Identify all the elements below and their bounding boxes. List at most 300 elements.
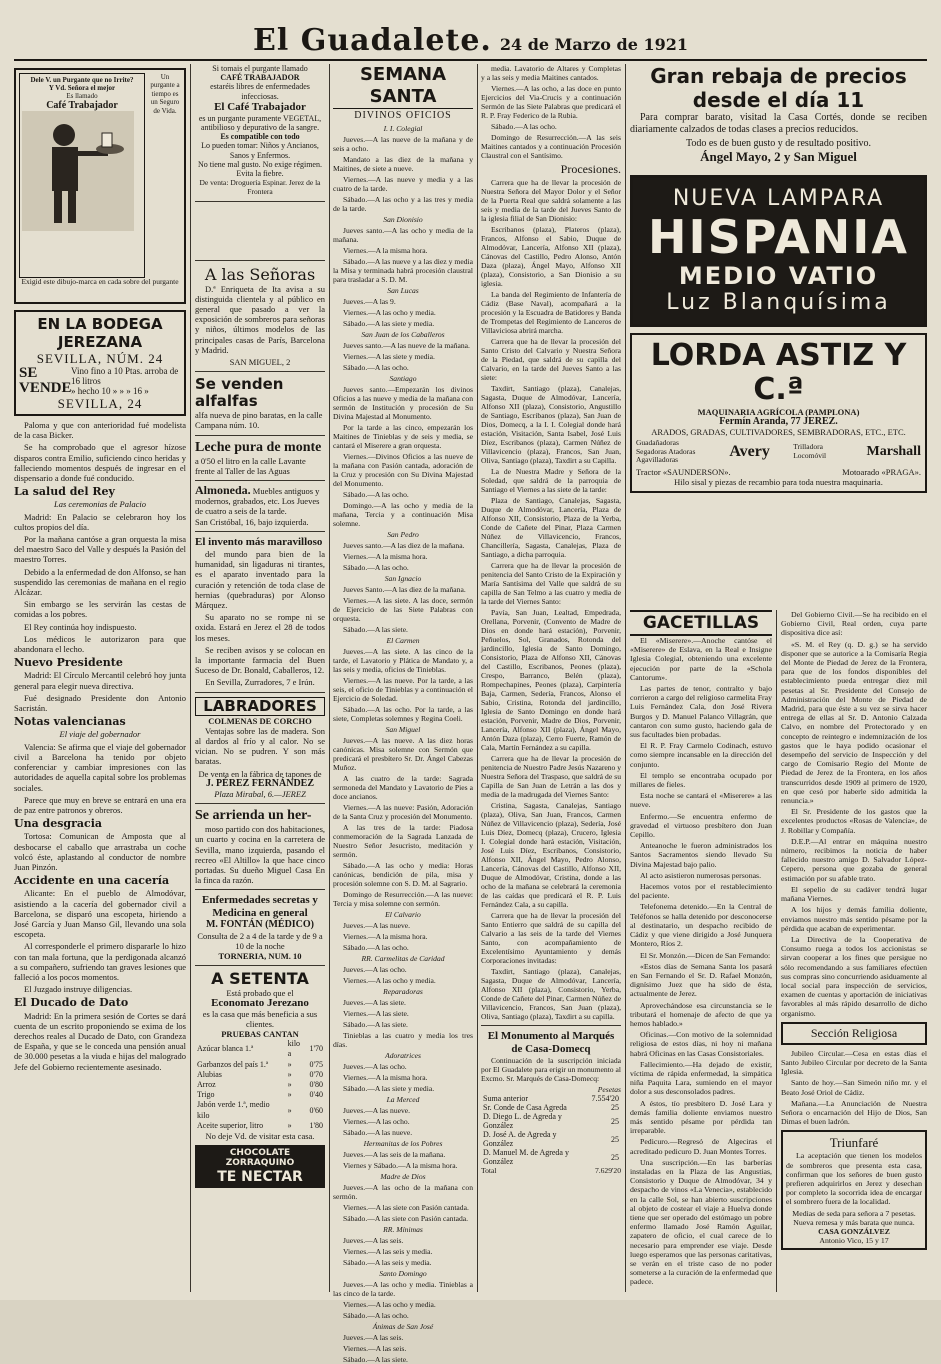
schedule-line: Viernes.—A la misma hora. xyxy=(343,552,428,561)
gacetilla-paragraph: El templo se encontraba ocupado por millares de fieles. xyxy=(630,770,772,790)
purgante-head1: Dele V. un Purgante que no Irrite? xyxy=(30,76,134,84)
schedule-line: Jueves santo.—A las ocho y media de la mañana. xyxy=(333,226,473,244)
table-cell: 7.554'20 xyxy=(591,1094,619,1103)
news-paragraph: Tortosa: Comunican de Amposta que al desbocarse el caballo que arrastraba un coche volcó éste, aplastando al conductor de nombre Juan Pinzón. xyxy=(14,831,186,872)
table-cell: » xyxy=(287,1080,292,1090)
religiosa-l2: Santo de hoy.—San Simeón niño mr. y el Beato José Oriol de Cádiz. xyxy=(781,1078,927,1097)
lorda-foot: Hilo sisal y piezas de recambio para toda nuestra maquinaria. xyxy=(674,476,883,487)
schedule-line: Jueves.—A las nueve. A las diez horas canónicas. Misa solemne con Sermón que predicará el presbítero Sr. Dr. Ángel Cabezas Muñoz. xyxy=(333,736,473,772)
schedule-line: Jueves.—A las nueve. xyxy=(343,921,411,930)
alfalfa-body: alfa nueva de pino baratas, en la calle Campana núm. 10. xyxy=(195,410,323,431)
table-cell: Jabón verde 1.ª, medio kilo xyxy=(197,1100,270,1120)
news-paragraph: Las ceremonias de Palacio xyxy=(54,499,146,510)
lorda-addr: Fermín Aranda, 77 JEREZ. xyxy=(719,416,838,427)
schedule-line: Jueves.—A las ocho de la mañana con sermón. xyxy=(333,1183,473,1201)
gacetilla-paragraph: Anteanoche le fueron administrados los Santos Sacramentos siendo llevado Su Divina Majestad bajo palio. xyxy=(630,841,772,869)
senoras-body: D.ª Enriqueta de Ita avisa a su distinguida clientela y al público en general que pasado a ver la exposición de sombreros para señoras y niños, últimos modelos de las principales casas de París, Barcelona y Madrid. xyxy=(195,283,325,355)
arrienda-body: moso partido con dos habitaciones, un cuarto y cocina en la carretera de Sevilla, mano izquierda, pasando el recreo «El Altillo» la que hace cinco portadas. Su dueño Miguel Casa En la finca da razón. xyxy=(195,824,325,886)
col6-news xyxy=(781,610,927,1018)
table-cell: 25 xyxy=(611,1134,619,1144)
news-paragraph: La Directiva de la Cooperativa de Consumo ruega a todos los accionistas se sirvan cooperar a los fines que persigue no sólo recomendando a sus familiares efectúen sus compras sino concurriendo asiduamente al local social para inspección de servicios, examen de cuentas y aportación de iniciativas favorables al más rápido desarrollo de dicho organismo. xyxy=(781,934,927,1018)
schedule-line: Tinieblas a las cuatro y media los tres días. xyxy=(333,1031,473,1049)
table-cell: Arroz xyxy=(197,1080,216,1090)
lorda-l1: ARADOS, GRADAS, CULTIVADORES, SEMBRADORAS, ETC., ETC. xyxy=(651,427,906,437)
table-cell: Alubias xyxy=(197,1069,222,1079)
schedule-line: Viernes.—A las ocho y media. xyxy=(343,308,436,317)
column-6 xyxy=(781,610,927,1292)
divinos-oficios-title: DIVINOS OFICIOS xyxy=(354,110,452,121)
gacetilla-paragraph: «Estos días de Semana Santa los pasará en San Fernando el Sr. D. Rafael Monzón, dignísimo Juez que ha sido de ésta, actualmente de Jerez. xyxy=(630,961,772,999)
news-headline: Notas valencianas xyxy=(14,715,126,729)
procesion-paragraph: Escribanos (plaza), Plateros (plaza), Francos, Alfonso el Sabio, Duque de Almodóvar, Lancería, Alfonso XII (plaza), Cánovas del Castillo, Pedro Alonso, Antón Daza (plaza), Ángel Mayo, Alfonso XII (plaza), Consistorio, a San Dionisio a su iglesia. xyxy=(481,225,621,288)
procesion-paragraph: Taxdirt, Santiago (plaza), Canalejas, Sagasta, Duque de Almodóvar, Lancería, Alfonso XII (plaza), Consistorio, Angustillo de Santiago, Escribanos (plaza), San Juan de Dios, Domecq, a la I. I. Colegial donde hará estación, Visitación, Santa Isabel, José Luis Díez, Escribanos (plaza), Carmen Núñez de Villavicencio (plaza), Francos, San Juan, Oliva, Santiago (plaza), Taxdirt a su Capilla. xyxy=(481,384,621,465)
schedule-line: Sábado.—A las siete y media. xyxy=(343,319,435,328)
church-name: San Miguel xyxy=(385,725,421,734)
schedule-line: Jueves santo.—Empezarán los divinos Oficios a las nueve y media de la mañana con sermón de Institución y procesión de Su Divina Majestad al Monumento. xyxy=(333,385,473,421)
purgante-head2: Y Vd. Señora el mejor xyxy=(48,84,116,92)
news-paragraph: A los hijos y demás familia doliente, enviamos nuestro más sentido pésame por la pérdida que acaban de experimentar. xyxy=(781,905,927,933)
schedule-line: Jueves.—A las seis. xyxy=(343,1333,404,1342)
triunfare-ad xyxy=(781,1130,927,1250)
purgante-image xyxy=(19,73,145,278)
schedule-line: Jueves.—A las nueve. xyxy=(343,1106,411,1115)
column-rule xyxy=(190,64,191,1292)
news-paragraph: Al corresponderle el primero dispararle lo hizo con tan mala fortuna, que la perdigonada alcanzó a su compañero, sufriendo tan graves lesiones que falleció a los pocos momentos. xyxy=(14,941,186,982)
gacetilla-paragraph: A éstos, tío presbítero D. José Lara y demás familia doliente enviamos nuestro más sentido pésame por pérdida tan irreparable. xyxy=(630,1098,772,1136)
purgante-t8: Lo pueden tomar: Niños y Ancianos, Sanos y Enfermos. xyxy=(201,141,319,160)
hispania-l4: Luz Blanquísima xyxy=(666,290,891,315)
procesion-paragraph: Taxdirt, Santiago (plaza), Canalejas, Sagasta, Duque de Almodóvar, Lancería, Alfonso XII (plaza), Consistorio, Yerba, Conde de Cañete del Pinar, Carmen Núñez de Villavicencio, Francos, San Juan (plaza), Oliva, Santiago (plaza), Taxdirt a su capilla. xyxy=(481,967,621,1021)
gacetilla-paragraph: Pedicuro.—Regresó de Algeciras el acreditado pedicuro D. Juan Montes Torres. xyxy=(630,1137,772,1156)
gacetillas-title: GACETILLAS xyxy=(630,610,772,636)
lorda-avery: Avery xyxy=(729,442,770,460)
lorda-left: Guadañadoras Segadoras Atadoras Agavilladoras xyxy=(636,438,696,464)
gacetilla-paragraph: Fallecimiento.—Ha dejado de existir, víctima de rápida enfermedad, la simpática niña Paquita Lara, sumiendo en el mayor dolor a sus desconsolados padres. xyxy=(630,1059,772,1097)
procesion-paragraph: Carrera que ha de llevar la procesión de Nuestra Señora del Mayor Dolor y el Señor de la Puerta Real que saldrá solamente a las seis y media de la tarde del Jueves Santo de la iglesia filial de San Dionisio: xyxy=(481,178,621,223)
gacetilla-paragraph: Aprovechándose esa circunstancia se le tributará el homenaje de afecto de que ya hemos hablado.» xyxy=(630,1000,772,1028)
triunfare-addr: Antonio Vico, 15 y 17 xyxy=(819,1236,889,1246)
triunfare-b3: Nueva remesa y más barata que nunca. xyxy=(793,1217,915,1227)
procesiones-title: Procesiones. xyxy=(560,162,621,176)
schedule-line: Viernes y Sábado.—A la misma hora. xyxy=(343,1161,458,1170)
gacetilla-paragraph: Oficinas.—Con motivo de la solemnidad religiosa de estos días, ni hoy ni mañana habrá Oficinas en las Casas Consistoriales. xyxy=(630,1030,772,1058)
news-headline: El Ducado de Dato xyxy=(14,996,129,1010)
table-cell: 25 xyxy=(611,1116,619,1126)
monumento-section xyxy=(481,1030,621,1175)
invento-b2: Su aparato no se rompe ni se oxida. Estará en Jerez el 28 de todos los meses. xyxy=(195,612,325,643)
news-headline: La salud del Rey xyxy=(14,485,115,499)
column-rule xyxy=(477,64,478,1292)
religiosa-l1: Jubileo Circular.—Cesa en estas días el Santo Jubileo Circular por decreto de la Santa Iglesia. xyxy=(781,1048,927,1077)
schedule-line: Jueves santo.—A las diez de la mañana. xyxy=(343,541,465,550)
rebaja-b2: Todo es de buen gusto y de resultado positivo. xyxy=(685,138,872,149)
hispania-l2: HISPANIA xyxy=(647,210,910,264)
column-2 xyxy=(195,64,325,1292)
oficios-list xyxy=(333,124,473,1364)
lorda-moto: Motoarado «PRAGA». xyxy=(842,466,921,477)
gacetilla-paragraph: Al acto asistieron numerosas personas. xyxy=(640,870,762,880)
monumento-title: El Monumento al Marqués de Casa-Domecq xyxy=(487,1030,615,1055)
table-cell: 1'70 xyxy=(309,1044,323,1054)
monumento-currency: Pesetas xyxy=(597,1085,621,1094)
invento-ad xyxy=(195,536,325,688)
alfalfa-ad xyxy=(195,376,325,430)
table-cell: 0'60 xyxy=(309,1105,323,1115)
senoras-title: A las Señoras xyxy=(204,264,316,284)
table-cell: Aceite superior, litro xyxy=(197,1120,264,1130)
table-cell: D. José A. de Agreda y González xyxy=(483,1130,557,1148)
news-paragraph: Sin embargo se les servirán las cestas de comidas a los pobres. xyxy=(14,599,186,620)
schedule-line: media. Lavatorio de Altares y Completas y a las seis y media Maitines cantados. xyxy=(481,64,621,82)
invento-b3: Se reciben avisos y se colocan en la importante farmacia del Buen Suceso de Dr. Bonald, Caballeros, 12. xyxy=(195,644,325,676)
bodega-title: EN LA BODEGA JEREZANA xyxy=(37,315,163,351)
chocolate-line2: TE NECTAR xyxy=(217,1168,303,1185)
table-row xyxy=(195,1070,325,1080)
schedule-line: Viernes.—A la misma hora. xyxy=(343,246,428,255)
news-headline: Accidente en una cacería xyxy=(14,874,170,888)
purgante-t10: De venta: Droguería Espinar. Jerez de la Frontera xyxy=(199,178,321,197)
church-name: Santiago xyxy=(389,374,417,383)
procesion-paragraph: La banda del Regimiento de Infantería de Cádiz (Base Naval), acompañará a la procesión y la Escuadra de Batidores y Banda de Trompetas del Regimiento de Lanceros de Villaviciosa abrirá marcha. xyxy=(481,290,621,335)
procesion-paragraph: Plaza de Santiago, Canalejas, Sagasta, Duque de Almodóvar, Lancería, Plaza de Alfonso XII, Consistorio, Plaza de la Yerba, Conde de Cañete del Pinar, Plaza Carmen Núñez de Villavicencio, Francos, Chancillería, Sagasta, Canalejas, Plaza de Santiago, a dicha parroquia. xyxy=(481,496,621,559)
table-row xyxy=(481,1130,621,1148)
rebaja-title: Gran rebaja de precios desde el día 11 xyxy=(650,64,907,112)
religiosa-section xyxy=(781,1022,927,1045)
news-paragraph: El Juzgado instruye diligencias. xyxy=(24,984,133,995)
table-row xyxy=(481,1112,621,1130)
church-name: RR. Carmelitas de Caridad xyxy=(361,954,445,963)
table-row xyxy=(195,1060,325,1070)
masthead-rule xyxy=(14,59,927,61)
triunfare-body: La aceptación que tienen los modelos de sombreros que presenta esta casa, confirman que los señores de buen gusto prefieren adquirirlos en Jerez y desechan por completo la socorrida idea de encargar el sombrero fuera de la localidad. xyxy=(786,1151,922,1207)
religiosa-title: Sección Religiosa xyxy=(810,1025,898,1040)
schedule-line: Sábado.—A las ocho. Por la tarde, a las siete, Completas solemnes y Regina Coeli. xyxy=(333,705,473,723)
schedule-line: Sábado.—A las nueve y a las diez y media la Misa y terminada habrá procesión claustral para trasladar a S. D. M. xyxy=(333,257,473,284)
column-rule xyxy=(776,610,777,1292)
table-cell: 0'70 xyxy=(309,1069,323,1079)
table-cell: 0'40 xyxy=(309,1090,323,1100)
labradores-addr: Plaza Mirabal, 6.—JEREZ xyxy=(214,788,306,799)
schedule-line: Jueves.—A las siete. A las cinco de la tarde, el Lavatorio y Plática de Mandato y, a las seis y media, oficios de Tinieblas. xyxy=(333,647,473,674)
purgante-t1: Un purgante a tiempo es un Seguro de Vida. xyxy=(150,73,180,115)
senoras-ad xyxy=(195,265,325,368)
schedule-line: Viernes.—A las seis. xyxy=(343,1344,407,1353)
church-name: Santo Domingo xyxy=(379,1269,427,1278)
church-name: Madre de Dios xyxy=(380,1172,426,1181)
table-cell: Suma anterior xyxy=(483,1094,529,1103)
schedule-line: Viernes.—A las nueve y media y a las cuatro de la tarde. xyxy=(333,175,473,193)
lorda-right: Trilladora Locomóvil xyxy=(793,442,827,460)
church-name: San Ignacio xyxy=(384,574,422,583)
schedule-line: Viernes.—A las siete con Pasión cantada. xyxy=(343,1203,469,1212)
procesion-paragraph: Carrera que ha de llevar la procesión del Santo Entierro que saldrá de su capilla del Calvario a las seis de la tarde del Viernes Santo, con acompañamiento de Excelentísimo Ayuntamiento y demás Corporaciones invitadas: xyxy=(481,911,621,965)
table-cell: » xyxy=(287,1120,292,1130)
setenta-title: A SETENTA xyxy=(211,969,309,989)
schedule-line: Viernes.—A las siete. A las doce, sermón de Ejercicio de las Siete Palabras con orquesta. xyxy=(333,596,473,623)
table-cell: » xyxy=(287,1090,292,1100)
purgante-caption: Exigid este dibujo-marca en cada sobre del purgante xyxy=(21,277,179,286)
schedule-line: Sábado.—A las ocho. xyxy=(343,363,409,372)
gacetilla-paragraph: Telefonema detenido.—En la Central de Teléfonos se halla detenido por desconocerse al destinatario, un despacho recibido de Cádiz y que viene dirigido a José Junquera Montero, Ríos 2. xyxy=(630,902,772,949)
schedule-line: Jueves Santo.—A las diez de la mañana. xyxy=(343,585,466,594)
schedule-line: Sábado.—A las ocho. xyxy=(343,563,409,572)
news-paragraph: Por la mañana cantóse a gran orquesta la misa del maestro Saco del Valle y después la Pasión del maestro Torres. xyxy=(14,534,186,565)
church-name: Adoratrices xyxy=(385,1051,421,1060)
news-paragraph: «S. M. el Rey (q. D. g.) se ha servido disponer que se autorice a la Comisaría Regia del Monte de Piedad de Jerez de la Frontera, para que de los fondos disponibles del establecimiento pueda entregar diez mil pesetas al Sr. Presidente del Consejo de Administración del Monte de Piedad de Madrid, para que éste a su vez se sirva hacer entrega de ellas al Sr. D. Antonio Calzada Calvo, en nombre del Protectorado y en concepto de reintegro e indemnización de los gastos que le haya podido ocasionar el desempeño del servicio de Inspección y del cargo de Comisario Regio del Monte de Piedad de Jerez de la Frontera, en los años transcurridos desde 1909 al primero de 1920, en que cesó por haberle sido admitida la renuncia.» xyxy=(781,639,927,806)
leche-body: a 0'50 el litro en la calle Lavante frente al Taller de las Aguas xyxy=(195,455,306,476)
news-paragraph: Los médicos le autorizaron para que abandonara el lecho. xyxy=(14,633,186,655)
news-paragraph: Se ha comprobado que el agresor hízose disparos contra Emilio, suficiendo cinco heridas y falleciendo momentos después de ingresar en el dispensario a donde fué conducido. xyxy=(14,442,186,484)
procesion-paragraph: Pavía, San Juan, Lealtad, Empedrada, Orellana, Porvenir, (Convento de Madre de Dios en donde hará estación), Porvenir, Peñuelos, Sol, Granados, Rotonda del jardincillo, Iglesia de Santo Domingo, Consistorio, Plaza de Alfonso XII, Cánovas del Castillo, Escribanos, Peones (plaza), Crespo, Barranco, Belén (plaza), Rompechapines, Peones (plaza), Carpintería Baja, Carmen, Sedería, Francos, Alonso el Sabio, Cristina, Rotonda del jardincillo, Iglesia de Santo Domingo en donde hará estación, Porvenir, Madre de Dios, Porvenir, Lancería, Alfonso XII (plaza), Ángel Mayo, Antón Daza (plaza), Cerro Fuerte, Ramón de Cala, Martín Fernández a su capilla. xyxy=(481,608,621,752)
news-paragraph: Madrid: En Palacio se celebraron hoy los cultos propios del día. xyxy=(14,511,186,532)
schedule-line: Jueves.—A las ocho y media. Tinieblas a las cinco de la tarde. xyxy=(333,1280,473,1298)
purgante-t3: CAFÉ TRABAJADOR xyxy=(220,73,300,83)
almoneda-body: Muebles antiguos y modernos, grabados, etc. Los Jueves de cuatro a seis de la tarde. xyxy=(195,486,320,517)
news-paragraph: Valencia: Se afirma que el viaje del gobernador civil a Barcelona ha tenido por objeto conferenciar y cambiar impresiones con las autoridades de aquella capital sobre los problemas sociales. xyxy=(14,741,186,793)
col1-news xyxy=(14,420,186,1072)
gacetilla-paragraph: Una suscripción.—En las barberías instaladas en la Plaza de las Angustias, Consistorio y Duque de Almodóvar, 34 y despacho de vinos «La Venecia», establecido en la calle Sol, se han abierto suscripciones al objeto de costear el viaje a Huelva donde tiene que ser operado del estómago un pobre enfermo llamado José Ramón Aguilar, zapatero de oficio, el cual carece de lo necesario para emprender ese viaje. Desde luego esperamos que las personas caritativas, se verán en el triste caso de no poder someterse a la curación de la enfermedad que padece. xyxy=(630,1157,772,1287)
news-paragraph: El Rey continúa hoy indispuesto. xyxy=(24,621,137,632)
bodega-ad xyxy=(14,310,186,416)
schedule-line: Viernes.—A las nueve. Por la tarde, a las seis, el oficio de Tinieblas y a continuación el Ejercicio de Soledad. xyxy=(333,676,473,703)
church-name: El Calvario xyxy=(385,910,421,919)
price-table xyxy=(195,1039,325,1131)
schedule-line: Sábado.—A las ocho y a las tres y media de la tarde. xyxy=(333,195,473,213)
schedule-line: A las cuatro de la tarde: Sagrada sermoneda del Mandato y Lavatorio de Pies a doce ancianos. xyxy=(333,774,473,801)
news-paragraph: Alicante: En el pueblo de Almodóvar, asistiendo a la cacería del gobernador civil a Barcelona, se disparó una escopeta, hiriendo a José García y Juan Manso Gil, llevando una sola escopeta. xyxy=(14,888,186,940)
purgante-head3: Es llamado xyxy=(66,92,98,100)
hispania-l1: NUEVA LAMPARA xyxy=(672,186,885,211)
gacetilla-paragraph: Las partes de tenor, contralto y bajo corrieron a cargo del religioso carmelita Fray Luis Fernández Cala, don José Rivera Burgos y D. Manuel Palanco Villagrán, que cantaron con sumo gusto, haciendo gala de sus facultades bien probadas. xyxy=(630,684,772,740)
schedule-line: Domingo.—A las ocho y media de la mañana, Tercia y a continuación Misa solemne. xyxy=(333,501,473,528)
church-name: RR. Mínimas xyxy=(383,1225,423,1234)
column-rule xyxy=(625,64,626,1292)
bodega-addr1: SEVILLA, NÚM. 24 xyxy=(36,351,164,366)
church-name: Ánimas de San José xyxy=(372,1322,434,1331)
lorda-tractor: Tractor «SAUNDERSON». xyxy=(636,466,731,477)
news-paragraph: Debido a la enfermedad de don Alfonso, se han suspendido las ceremonias de mañana en el regio Alcázar. xyxy=(14,566,186,598)
gacetillas-list xyxy=(630,636,772,1287)
news-paragraph: Madrid: El Círculo Mercantil celebró hoy junta general para elegir nueva directiva. xyxy=(14,670,186,691)
news-paragraph: Parece que muy en breve se entrará en una era de paz entre patronos y obreros. xyxy=(14,794,186,815)
bodega-se-vende: SE VENDE xyxy=(19,365,72,396)
table-cell: kilo a xyxy=(287,1039,301,1059)
lorda-marshall: Marshall xyxy=(866,443,921,459)
church-name: El Carmen xyxy=(386,636,420,645)
news-paragraph: D.E.P.—Al entrar en máquina nuestro número, recibimos la noticia de haber fallecido nuestro amigo D. Salvador López-Cepero, persona que gozaba de general estimación por su afable trato. xyxy=(781,836,927,883)
col4-top xyxy=(481,64,621,160)
hispania-l3: MEDIO VATIO xyxy=(678,262,879,290)
purgante-head4: Café Trabajador xyxy=(46,100,118,111)
church-name: I. I. Colegial xyxy=(383,124,423,133)
table-cell: 25 xyxy=(611,1103,619,1112)
table-cell: 0'75 xyxy=(309,1059,323,1069)
church-name: San Dionisio xyxy=(383,215,423,224)
table-row xyxy=(481,1103,621,1112)
arrienda-title: Se arrienda un her- xyxy=(195,808,312,824)
schedule-line: Viernes.—A las ocho y media. xyxy=(343,1300,436,1309)
monumento-total-label: Total xyxy=(481,1166,497,1175)
schedule-line: Domingo de Resurrección.—A las seis Maitines cantados y a continuación Procesión Claustral con el Santísimo. xyxy=(481,133,621,160)
schedule-line: Jueves.—A las nueve de la mañana y de seis a ocho. xyxy=(333,135,473,153)
enfermedades-title: Enfermedades secretas y Medicina en general xyxy=(202,894,318,920)
schedule-line: Sábado.—A las nueve. xyxy=(343,1128,413,1137)
table-cell: Sr. Conde de Casa Agreda xyxy=(483,1103,567,1112)
setenta-body: Está probado que el xyxy=(226,988,294,999)
religiosa-l3: Mañana.—La Anunciación de Nuestra Señora o encarnación del Hijo de Dios, San Dimas el buen ladrón. xyxy=(781,1098,927,1127)
schedule-line: Sábado.—A las siete y media. xyxy=(343,1084,435,1093)
news-paragraph: El viaje del gobernador xyxy=(59,729,141,740)
bodega-addr2: SEVILLA, 24 xyxy=(57,396,143,411)
table-row xyxy=(195,1080,325,1090)
labradores-title: LABRADORES xyxy=(195,697,325,716)
schedule-line: Viernes.—A las ocho. xyxy=(343,1117,410,1126)
rebaja-ad xyxy=(630,64,927,165)
church-name: San Pedro xyxy=(387,530,419,539)
schedule-line: Sábado.—A las ocho. xyxy=(343,1311,409,1320)
gacetilla-paragraph: Esta noche se cantará el «Miserere» a las nueve. xyxy=(630,791,772,810)
schedule-line: Sábado.—A las ocho y media: Horas canónicas, bendición de pila, misa y procesión solemne con S. D. M. al Sagrario. xyxy=(333,861,473,888)
table-row xyxy=(195,1121,325,1131)
senoras-addr: SAN MIGUEL, 2 xyxy=(229,357,291,368)
column-5 xyxy=(630,610,772,1292)
schedule-line: Sábado.—A las ocho. xyxy=(343,943,409,952)
chocolate-ad xyxy=(195,1145,325,1187)
labradores-sub: COLMENAS DE CORCHO xyxy=(208,715,312,726)
table-cell: D. Manuel M. de Agreda y González xyxy=(483,1148,569,1166)
purgante-t9: No tiene mal gusto. No exige régimen. Evita la fiebre. xyxy=(198,159,322,179)
almoneda-title: Almoneda. xyxy=(195,483,251,498)
news-headline: Nuevo Presidente xyxy=(14,656,123,670)
schedule-line: Sábado.—A las seis y media. xyxy=(343,1258,432,1267)
lorda-sub: MAQUINARIA AGRÍCOLA (PAMPLONA) xyxy=(697,407,860,417)
column-4 xyxy=(481,64,621,1292)
news-paragraph: Madrid: En la primera sesión de Cortes se dará cuenta de un escrito proponiendo se exima de los derechos reales al Ducado de Dato, con Grandeza de España, y que se le conceda una pensión anual de 30.000 pesetas a la viuda e hijas del malogrado Jefe del Gobierno recientemente asesinado. xyxy=(14,1010,186,1072)
enfermedades-body: Consulta de 2 a 4 de la tarde y de 9 a 10 de la noche xyxy=(197,930,323,951)
labradores-body: Ventajas sobre las de madera. Son al dardos al frío y al calor. No se vician. No se pudren. Y son más baratas. xyxy=(195,725,325,767)
purgante-t4: estaréis libres de enfermedades infecciosas. xyxy=(210,82,310,101)
schedule-line: Sábado.—A las siete con Pasión cantada. xyxy=(343,1214,469,1223)
bodega-line2: » hecho 10 » » » 16 » xyxy=(71,386,149,396)
lorda-title: LORDA ASTIZ Y C.ª xyxy=(650,338,907,407)
arrienda-ad xyxy=(195,808,325,885)
schedule-line: Viernes.—A las seis y media. xyxy=(343,1247,433,1256)
gacetilla-paragraph: El «Miserere».—Anoche cantóse el «Miserere» de Eslava, en la Real e Insigne Iglesia Colegial, obteniendo una excelente ejecución por parte de la «Schola Cantorum». xyxy=(630,636,772,682)
column-rule xyxy=(329,64,330,1292)
triunfare-title: Triunfaré xyxy=(829,1135,879,1151)
column-3 xyxy=(333,64,473,1364)
purgante-t7: Es compatible con todo xyxy=(220,132,300,142)
table-cell: » xyxy=(287,1105,292,1115)
procesiones-list xyxy=(481,178,621,1021)
enfermedades-ad xyxy=(195,894,325,961)
table-cell: Azúcar blanca 1.ª xyxy=(197,1044,254,1054)
news-paragraph: El Sr. Presidente de los gastos que la excelentes productos «Rosas de Valencia», de J. Robillar y Compañía. xyxy=(781,807,927,835)
invento-b4: En Sevilla, Zurradores, 7 e Irún. xyxy=(205,677,315,688)
news-paragraph: Del Gobierno Civil.—Se ha recibido en el Gobierno Civil, Real orden, cuya parte dispositiva dice así: xyxy=(781,610,927,638)
table-row xyxy=(195,1090,325,1100)
gacetilla-paragraph: El Sr. Monzón.—Dicen de San Fernando: xyxy=(640,950,771,960)
schedule-line: Viernes.—A la misma hora. xyxy=(343,1073,428,1082)
leche-ad xyxy=(195,440,325,476)
setenta-ad xyxy=(195,970,325,1141)
procesion-paragraph: La de Nuestra Madre y Señora de la Soledad, que saldrá de la parroquia de Santiago el Viernes a las siete de la tarde: xyxy=(481,467,621,494)
table-row xyxy=(481,1148,621,1166)
setenta-b2: es la casa que más beneficia a sus clientes. xyxy=(202,1008,318,1029)
almoneda-addr: San Cristóbal, 16, bajo izquierda. xyxy=(195,516,309,527)
schedule-line: Jueves.—A las seis de la mañana. xyxy=(343,1150,446,1159)
labradores-b2: De venta en la fábrica de tapones de xyxy=(198,768,322,779)
schedule-line: Domingo de Resurrección.—A las nueve: Tercia y misa solemne con sermón. xyxy=(333,890,473,908)
procesion-paragraph: Cristina, Sagasta, Canalejas, Santiago (plaza), Oliva, San Juan, Francos, Carmen Núñez de Villavicencio (plaza), Sedería, José Luis Díez, Domecq (plaza), Crucero, Iglesia I. Colegial donde hará estación, Visitación, José Luis Díez, Escribanos, Consistorio, Alfonso XII, Ángel Mayo, Pedro Alonso, Lancería, Cánovas del Castillo, Alfonso XII, Duque de Almodóvar, Cristina, donde a las ocho de la mañana se celebrará la ceremonia de las caídas que predicará el R. P. Luis Fernández Cala, a su capilla. xyxy=(481,801,621,909)
hispania-ad xyxy=(630,175,927,327)
news-paragraph: El sepelio de su cadáver tendrá lugar mañana Viernes. xyxy=(781,884,927,904)
waiter-illustration-icon xyxy=(22,111,134,231)
gacetilla-paragraph: Enfermo.—Se encuentra enfermo de gravedad el virtuoso presbítero don Juan Cepillo. xyxy=(630,811,772,840)
schedule-line: Viernes.—A la misma hora. xyxy=(343,932,428,941)
almoneda-ad xyxy=(195,485,325,527)
schedule-line: Mandato a las diez de la mañana y Maitines, de siete a nueve. xyxy=(333,155,473,173)
schedule-line: Jueves.—A las 9. xyxy=(343,297,396,306)
schedule-line: Jueves.—A las ocho. xyxy=(343,1062,407,1071)
rebaja-body: Para comprar barato, visitad la Casa Cortés, donde se reciben diariamente calzados de todas clases a precios reducidos. xyxy=(630,112,927,135)
gacetilla-paragraph: El R. P. Fray Carmelo Codinach, estuvo como siempre incansable en la dirección del conjunto. xyxy=(630,741,772,769)
schedule-line: Por la tarde a las cinco, empezarán los Maitines de Tinieblas y de seis y media, se cantará el Miserere a gran orquesta. xyxy=(333,423,473,450)
table-cell: » xyxy=(287,1069,292,1079)
schedule-line: Viernes.—Divinos Oficios a las nueve de la mañana con Pasión cantada, adoración de la Cruz y procesión con Su Divina Majestad del Monumento. xyxy=(333,452,473,488)
procesion-paragraph: Carrera que ha de llevar la procesión de penitencia del Santo Cristo de la Expiración y María Santísima del Valle que saldrá de su capilla de San Telmo a las cuatro y media de la tarde del Viernes Santo: xyxy=(481,561,621,606)
column-1 xyxy=(14,64,186,1292)
setenta-sub: PRUEBAS CANTAN xyxy=(221,1029,299,1039)
news-paragraph: Paloma y que con anterioridad fué modelista de la casa Bicker. xyxy=(14,420,186,441)
table-cell: Garbanzos del país 1.ª xyxy=(197,1059,269,1069)
schedule-line: Jueves santo.—A las nueve de la mañana. xyxy=(343,341,470,350)
labradores-ad xyxy=(195,697,325,800)
setenta-foot: No deje Vd. de visitar esta casa. xyxy=(205,1131,315,1142)
purgante-t6: es un purgante puramente VEGETAL, antibilioso y depurativo de la sangre. xyxy=(198,113,322,133)
monumento-intro: Continuación de la suscripción iniciada por El Guadalete para erigir un monumento al Excmo. Sr. Marqués de Casa-Domecq: xyxy=(481,1056,621,1083)
purgante-ad xyxy=(14,68,186,304)
schedule-line: Sábado.—A las siete. xyxy=(343,1355,408,1364)
monumento-table xyxy=(481,1094,621,1166)
leche-title: Leche pura de monte xyxy=(195,439,322,455)
bodega-line1: Vino fino a 10 Ptas. arroba de 16 litros xyxy=(71,366,179,386)
enfermedades-addr: TORNERIA, NUM. 10 xyxy=(218,950,302,961)
lorda-ad xyxy=(630,333,927,493)
schedule-line: Sábado.—A las ocho. xyxy=(343,490,409,499)
schedule-line: Sábado.—A las siete. xyxy=(343,1020,408,1029)
invento-title: El invento más maravilloso xyxy=(195,535,323,548)
schedule-line: Sábado.—A las ocho. xyxy=(491,122,557,131)
schedule-line: Viernes.—A las nueve: Pasión, Adoración de la Santa Cruz y procesión del Monumento. xyxy=(333,803,473,821)
masthead-date: 24 de Marzo de 1921 xyxy=(499,35,688,54)
schedule-line: Jueves.—A las siete. xyxy=(343,998,406,1007)
table-cell: Trigo xyxy=(197,1090,215,1100)
table-cell: 1'80 xyxy=(309,1120,323,1130)
purgante-text-continued xyxy=(195,64,325,197)
setenta-name: Economato Jerezano xyxy=(211,997,309,1010)
schedule-line: Viernes.—A las ocho y media. xyxy=(343,976,436,985)
table-row xyxy=(195,1039,325,1059)
schedule-line: Viernes.—A las siete y media. xyxy=(343,352,435,361)
news-headline: Una desgracia xyxy=(14,817,103,831)
table-row xyxy=(481,1094,621,1103)
table-cell: 0'80 xyxy=(309,1080,323,1090)
procesion-paragraph: Carrera que ha de llevar la procesión de penitencia de Nuestro Padre Jesús Nazareno y Nuestra Señora del Traspaso, que saldrá de su Capilla de San Juan de Letrán a las dos y media de la madrugada del Viernes Santo: xyxy=(481,754,622,799)
triunfare-b2: Medias de seda para señora a 7 pesetas. xyxy=(792,1208,916,1218)
triunfare-name: CASA GONZÁLVEZ xyxy=(818,1226,890,1236)
masthead-title: El Guadalete. xyxy=(253,23,492,58)
